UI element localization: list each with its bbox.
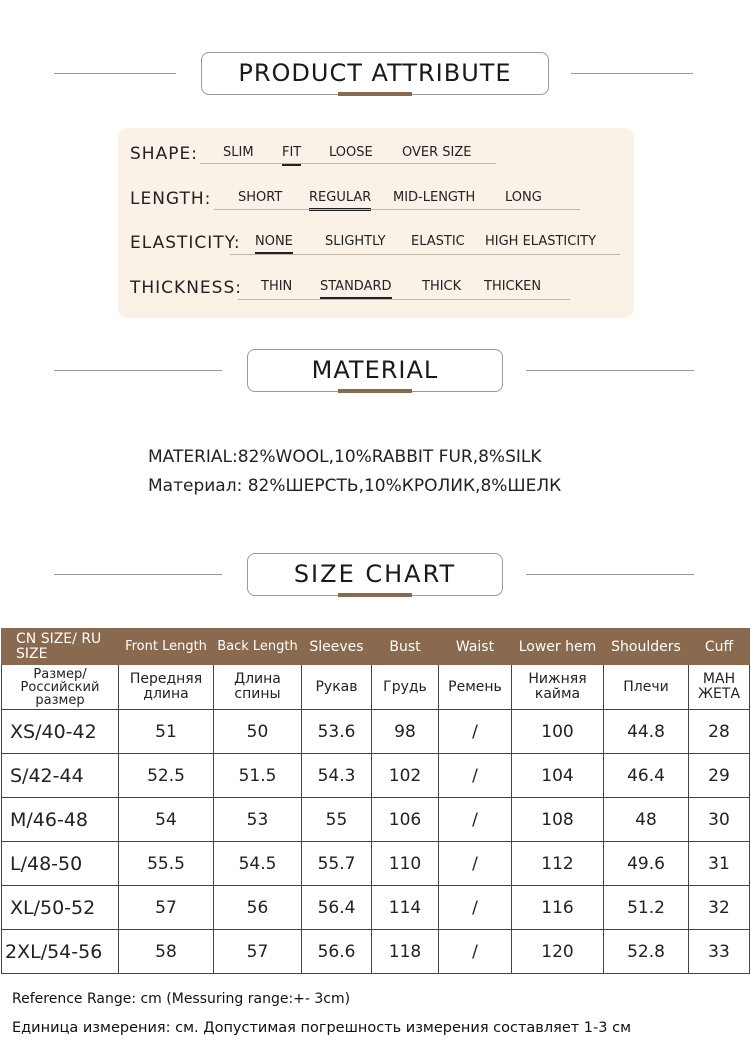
value-cell: 55 — [302, 798, 372, 842]
value-cell: / — [439, 886, 512, 930]
value-cell: 53 — [214, 798, 302, 842]
header-line-right — [526, 574, 694, 575]
attribute-option-selected: NONE — [255, 234, 293, 249]
value-cell: 52.8 — [604, 930, 689, 974]
attribute-option-selected: FIT — [282, 145, 302, 160]
table-row — [2, 842, 750, 886]
attribute-label: LENGTH: — [130, 189, 212, 209]
table-ru-header-cell: МАН ЖЕТА — [689, 665, 750, 710]
table-ru-header-cell: Ремень — [439, 665, 512, 710]
value-cell: 104 — [512, 754, 604, 798]
product-attribute-title-text: PRODUCT ATTRIBUTE — [238, 59, 512, 87]
title-accent-bar — [338, 593, 412, 597]
attribute-option: OVER SIZE — [402, 145, 472, 160]
value-cell: 51 — [119, 710, 214, 754]
attribute-rule — [214, 209, 580, 210]
table-header-cell: CN SIZE/ RU SIZE — [2, 629, 119, 665]
attribute-panel — [118, 128, 634, 318]
material-line-en — [148, 447, 542, 467]
value-cell: 31 — [689, 842, 750, 886]
header-line-right — [526, 370, 694, 371]
table-row — [2, 798, 750, 842]
value-cell: 49.6 — [604, 842, 689, 886]
value-cell: / — [439, 930, 512, 974]
table-header-cell: Shoulders — [604, 629, 689, 665]
header-line-left — [54, 574, 222, 575]
attribute-rule — [200, 163, 496, 164]
value-cell: 33 — [689, 930, 750, 974]
value-cell: 53.6 — [302, 710, 372, 754]
value-cell: 32 — [689, 886, 750, 930]
reference-range-ru: Единица измерения: см. Допустимая погрешность измерения составляет 1-3 см — [12, 1020, 632, 1036]
size-chart-title-text: SIZE CHART — [293, 560, 457, 588]
table-row — [2, 930, 750, 974]
table-ru-header-cell: Передняя длина — [119, 665, 214, 710]
value-cell: / — [439, 710, 512, 754]
attribute-option-selected: STANDARD — [320, 279, 392, 294]
value-cell: 48 — [604, 798, 689, 842]
value-cell: 46.4 — [604, 754, 689, 798]
attribute-option-selected: REGULAR — [309, 190, 372, 205]
value-cell: 108 — [512, 798, 604, 842]
value-cell: 56.6 — [302, 930, 372, 974]
value-cell: 29 — [689, 754, 750, 798]
table-header-row — [2, 629, 750, 665]
value-cell: 120 — [512, 930, 604, 974]
attribute-rule — [230, 254, 620, 255]
value-cell: 56.4 — [302, 886, 372, 930]
attribute-option: LONG — [505, 190, 542, 205]
value-cell: 112 — [512, 842, 604, 886]
value-cell: / — [439, 754, 512, 798]
attribute-option: SLIM — [223, 145, 254, 160]
attribute-row-shape — [130, 144, 630, 168]
value-cell: 56 — [214, 886, 302, 930]
table-header-cell: Back Length — [214, 629, 302, 665]
size-cell: M/46-48 — [2, 798, 119, 842]
value-cell: 28 — [689, 710, 750, 754]
table-row — [2, 754, 750, 798]
attribute-option: SLIGHTLY — [325, 234, 386, 249]
header-line-right — [571, 73, 693, 74]
table-header-cell: Waist — [439, 629, 512, 665]
title-accent-bar — [338, 389, 412, 393]
attribute-option: MID-LENGTH — [393, 190, 476, 205]
value-cell: 51.2 — [604, 886, 689, 930]
value-cell: 44.8 — [604, 710, 689, 754]
size-cell: XL/50-52 — [2, 886, 119, 930]
material-label-ru: Материал: — [148, 476, 243, 496]
value-cell: 102 — [372, 754, 439, 798]
value-cell: 106 — [372, 798, 439, 842]
attribute-label: ELASTICITY: — [130, 233, 241, 253]
table-ru-header-cell: Грудь — [372, 665, 439, 710]
table-ru-header-cell: Плечи — [604, 665, 689, 710]
table-header-cell: Lower hem — [512, 629, 604, 665]
value-cell: 58 — [119, 930, 214, 974]
value-cell: 57 — [119, 886, 214, 930]
title-accent-bar — [338, 92, 412, 96]
value-cell: 55.7 — [302, 842, 372, 886]
value-cell: 54.5 — [214, 842, 302, 886]
attribute-option: THICKEN — [484, 279, 542, 294]
table-ru-header-cell: Размер/ Российский размер — [2, 665, 119, 710]
attribute-rule — [238, 299, 570, 300]
size-cell: L/48-50 — [2, 842, 119, 886]
table-row — [2, 710, 750, 754]
value-cell: 52.5 — [119, 754, 214, 798]
value-cell: 30 — [689, 798, 750, 842]
product-attribute-title — [201, 52, 549, 95]
header-line-left — [54, 73, 176, 74]
value-cell: / — [439, 798, 512, 842]
table-ru-header-cell: Нижняя кайма — [512, 665, 604, 710]
material-line-ru — [148, 476, 561, 496]
value-cell: 54 — [119, 798, 214, 842]
attribute-option: LOOSE — [329, 145, 373, 160]
value-cell: 55.5 — [119, 842, 214, 886]
value-cell: 100 — [512, 710, 604, 754]
table-ru-header-cell: Рукав — [302, 665, 372, 710]
attribute-option: HIGH ELASTICITY — [485, 234, 597, 249]
value-cell: 116 — [512, 886, 604, 930]
value-cell: 54.3 — [302, 754, 372, 798]
table-ru-header-cell: Длина спины — [214, 665, 302, 710]
value-cell: 98 — [372, 710, 439, 754]
value-cell: 50 — [214, 710, 302, 754]
size-cell: XS/40-42 — [2, 710, 119, 754]
value-cell: / — [439, 842, 512, 886]
attribute-option: THICK — [422, 279, 462, 294]
material-title — [247, 349, 503, 392]
reference-range-en: Reference Range: cm (Messuring range:+- 3cm) — [12, 991, 351, 1007]
attribute-option: THIN — [261, 279, 293, 294]
table-header-cell: Sleeves — [302, 629, 372, 665]
value-cell: 51.5 — [214, 754, 302, 798]
material-value-en: 82%WOOL,10%RABBIT FUR,8%SILK — [237, 447, 542, 467]
value-cell: 114 — [372, 886, 439, 930]
value-cell: 110 — [372, 842, 439, 886]
size-chart-title — [247, 553, 503, 596]
table-row — [2, 886, 750, 930]
header-line-left — [54, 370, 222, 371]
size-cell: 2XL/54-56 — [2, 930, 119, 974]
size-chart-table — [1, 628, 750, 974]
attribute-label: SHAPE: — [130, 144, 198, 164]
attribute-option: SHORT — [238, 190, 283, 205]
table-header-cell: Front Length — [119, 629, 214, 665]
material-title-text: MATERIAL — [311, 356, 439, 384]
table-ru-header-row — [2, 665, 750, 710]
table-header-cell: Bust — [372, 629, 439, 665]
table-header-cell: Cuff — [689, 629, 750, 665]
material-label-en: MATERIAL: — [148, 447, 238, 467]
size-cell: S/42-44 — [2, 754, 119, 798]
value-cell: 57 — [214, 930, 302, 974]
material-value-ru: 82%ШЕРСТЬ,10%КРОЛИК,8%ШЕЛК — [247, 476, 562, 496]
value-cell: 118 — [372, 930, 439, 974]
attribute-label: THICKNESS: — [130, 278, 242, 298]
attribute-option: ELASTIC — [411, 234, 465, 249]
